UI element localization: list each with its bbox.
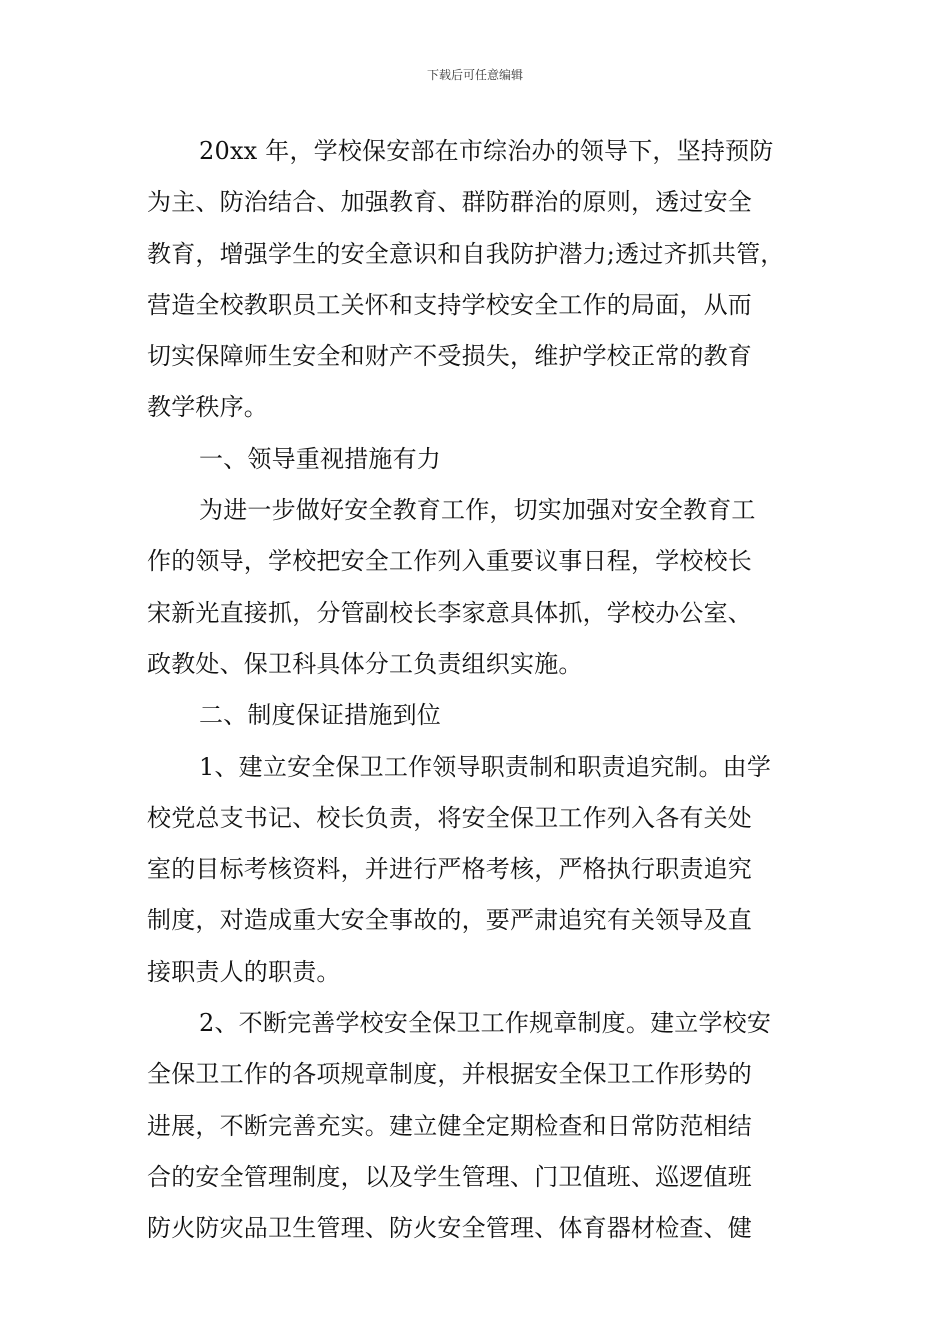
paragraph-line: 20xx 年，学校保安部在市综治办的领导下，坚持预防 — [199, 137, 774, 165]
paragraph-line: 校党总支书记、校长负责，将安全保卫工作列入各有关处 — [147, 803, 752, 832]
paragraph-line: 室的目标考核资料，并进行严格考核，严格执行职责追究 — [147, 855, 752, 884]
paragraph-line: 教学秩序。 — [147, 393, 268, 422]
paragraph-line: 为主、防治结合、加强教育、群防群治的原则，透过安全 — [147, 188, 752, 217]
paragraph-line: 2、不断完善学校安全保卫工作规章制度。建立学校安 — [199, 1009, 772, 1038]
paragraph-line: 全保卫工作的各项规章制度，并根据安全保卫工作形势的 — [147, 1060, 752, 1089]
document-body — [147, 131, 837, 1260]
paragraph-line: 防火防灾品卫生管理、防火安全管理、体育器材检查、健 — [147, 1214, 752, 1243]
paragraph-line: 教育，增强学生的安全意识和自我防护潜力;透过齐抓共管， — [147, 239, 785, 268]
paragraph-line: 制度，对造成重大安全事故的，要严肃追究有关领导及直 — [147, 906, 752, 935]
paragraph-line: 营造全校教职员工关怀和支持学校安全工作的局面，从而 — [147, 290, 752, 319]
section-heading: 一、领导重视措施有力 — [199, 444, 441, 473]
paragraph-line: 作的领导，学校把安全工作列入重要议事日程，学校校长 — [147, 547, 752, 576]
paragraph-line: 宋新光直接抓，分管副校长李家意具体抓，学校办公室、 — [147, 598, 752, 627]
paragraph-line: 接职责人的职责。 — [147, 957, 341, 986]
paragraph-line: 政教处、保卫科具体分工负责组织实施。 — [147, 649, 583, 678]
page-header-note: 下载后可任意编辑 — [426, 68, 523, 82]
paragraph-line: 为进一步做好安全教育工作，切实加强对安全教育工 — [199, 496, 756, 525]
paragraph-line: 进展，不断完善充实。建立健全定期检查和日常防范相结 — [147, 1111, 752, 1140]
paragraph-line: 切实保障师生安全和财产不受损失，维护学校正常的教育 — [147, 342, 752, 371]
paragraph-line: 1、建立安全保卫工作领导职责制和职责追究制。由学 — [199, 752, 772, 781]
section-heading: 二、制度保证措施到位 — [199, 701, 441, 730]
paragraph-line: 合的安全管理制度，以及学生管理、门卫值班、巡逻值班 — [147, 1162, 752, 1191]
